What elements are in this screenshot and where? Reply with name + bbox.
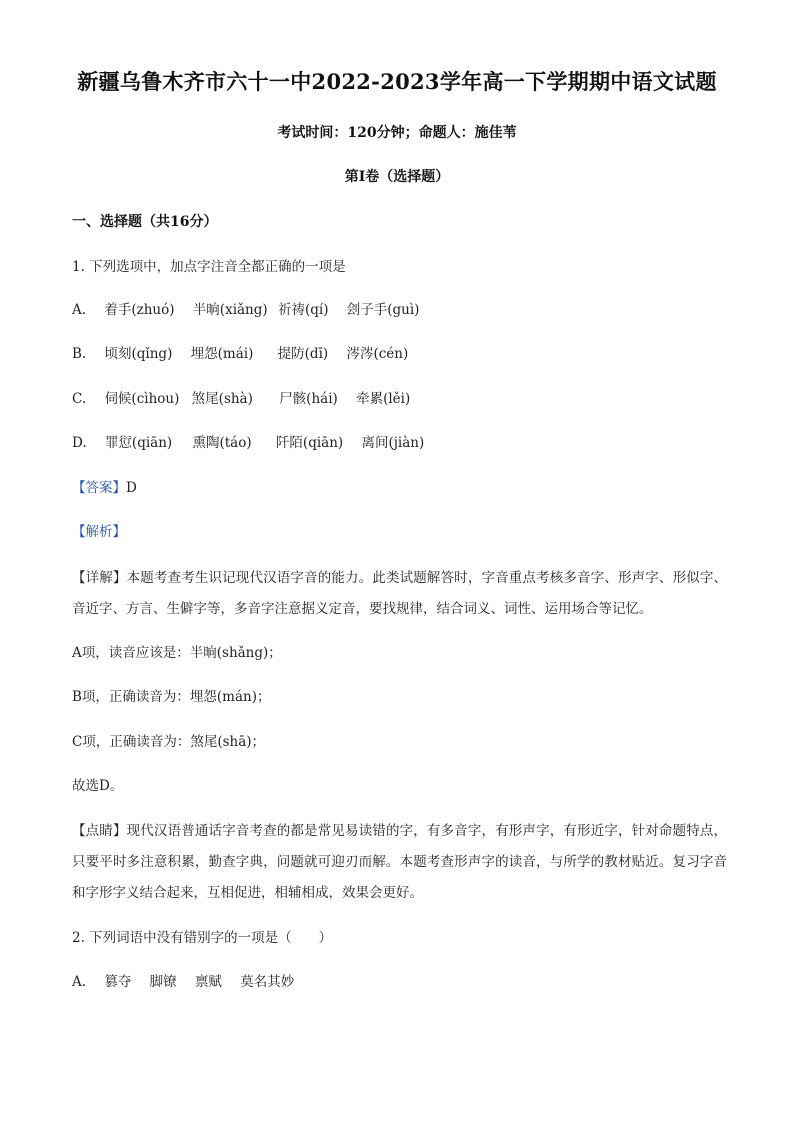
note-b: B项，正确读音为：埋怨(mán)；: [72, 689, 271, 705]
option-item: 篡夺: [104, 974, 132, 990]
option-item: 半晌(xiǎng): [192, 302, 268, 318]
detail-tag: 【详解】: [72, 570, 127, 586]
question-1-option-c: [72, 389, 410, 409]
option-item: 罪愆(qiān): [104, 435, 173, 451]
question-1-option-d: [72, 433, 424, 453]
question-1-stem: 1. 下列选项中，加点字注音全都正确的一项是: [72, 259, 346, 275]
question-1-option-a: [72, 300, 419, 320]
option-item: 顷刻(qǐng): [104, 346, 173, 362]
option-item: 刽子手(guì): [346, 302, 420, 318]
question-2-option-a: [72, 972, 294, 992]
option-item: 脚镣: [149, 974, 177, 990]
option-item: 祈祷(qí): [277, 302, 329, 318]
option-item: 熏陶(táo): [192, 435, 252, 451]
option-item: 着手(zhuó): [104, 302, 175, 318]
detail-text: 本题考查考生识记现代汉语字音的能力。此类试题解答时，字音重点考核多音字、形声字、形似字、音近字、方言、生僻字等，多音字注意据义定音，要找规律，结合词义、词性、运用场合等记忆。: [72, 570, 728, 617]
question-1-option-b: [72, 344, 408, 364]
option-item: 尸骸(hái): [279, 391, 338, 407]
note-a: A项，读音应该是：半晌(shǎng)；: [72, 645, 282, 661]
option-item: 提防(dī): [277, 346, 329, 362]
option-item: 牵累(lěi): [356, 391, 411, 407]
option-item: 离间(jiàn): [361, 435, 425, 451]
option-item: 埋怨(mái): [190, 346, 254, 362]
option-item: 莫名其妙: [240, 974, 295, 990]
exam-info: 考试时间：120分钟；命题人：施佳苇: [277, 125, 517, 141]
option-letter: A.: [72, 974, 87, 990]
document-title: 新疆乌鲁木齐市六十一中2022-2023学年高一下学期期中语文试题: [77, 69, 717, 94]
option-item: 煞尾(shà): [191, 391, 253, 407]
answer-tag: 【答案】: [72, 480, 126, 496]
option-letter: C.: [72, 391, 87, 407]
section-heading: 一、选择题（共16分）: [72, 214, 218, 230]
analysis-tag: 【解析】: [72, 524, 126, 540]
note-c: C项，正确读音为：煞尾(shā)；: [72, 734, 266, 750]
option-item: 伺候(cìhou): [104, 391, 180, 407]
tip-text: 现代汉语普通话字音考查的都是常见易读错的字，有多音字，有形声字，有形近字，针对命题特点，只要平时多注意积累，勤查字典，问题就可迎刃而解。本题考查形声字的读音，与所学的教材贴近。复习字音和字形字义结合起来，互相促进，相辅相成，效果会更好。: [72, 823, 728, 901]
tip-paragraph: [72, 816, 727, 909]
option-letter: D.: [72, 435, 87, 451]
answer-value: D: [126, 480, 137, 496]
option-item: 涔涔(cén): [346, 346, 409, 362]
option-item: 禀赋: [194, 974, 222, 990]
option-letter: B.: [72, 346, 87, 362]
option-letter: A.: [72, 302, 87, 318]
conclusion: 故选D。: [72, 778, 124, 794]
answer-line: [72, 478, 137, 498]
tip-tag: 【点睛】: [72, 823, 127, 839]
volume-heading: 第Ⅰ卷（选择题）: [344, 169, 450, 185]
detail-paragraph: [72, 563, 727, 625]
question-2-stem: 2. 下列词语中没有错别字的一项是（ ）: [72, 930, 333, 946]
option-item: 阡陌(qiān): [275, 435, 344, 451]
